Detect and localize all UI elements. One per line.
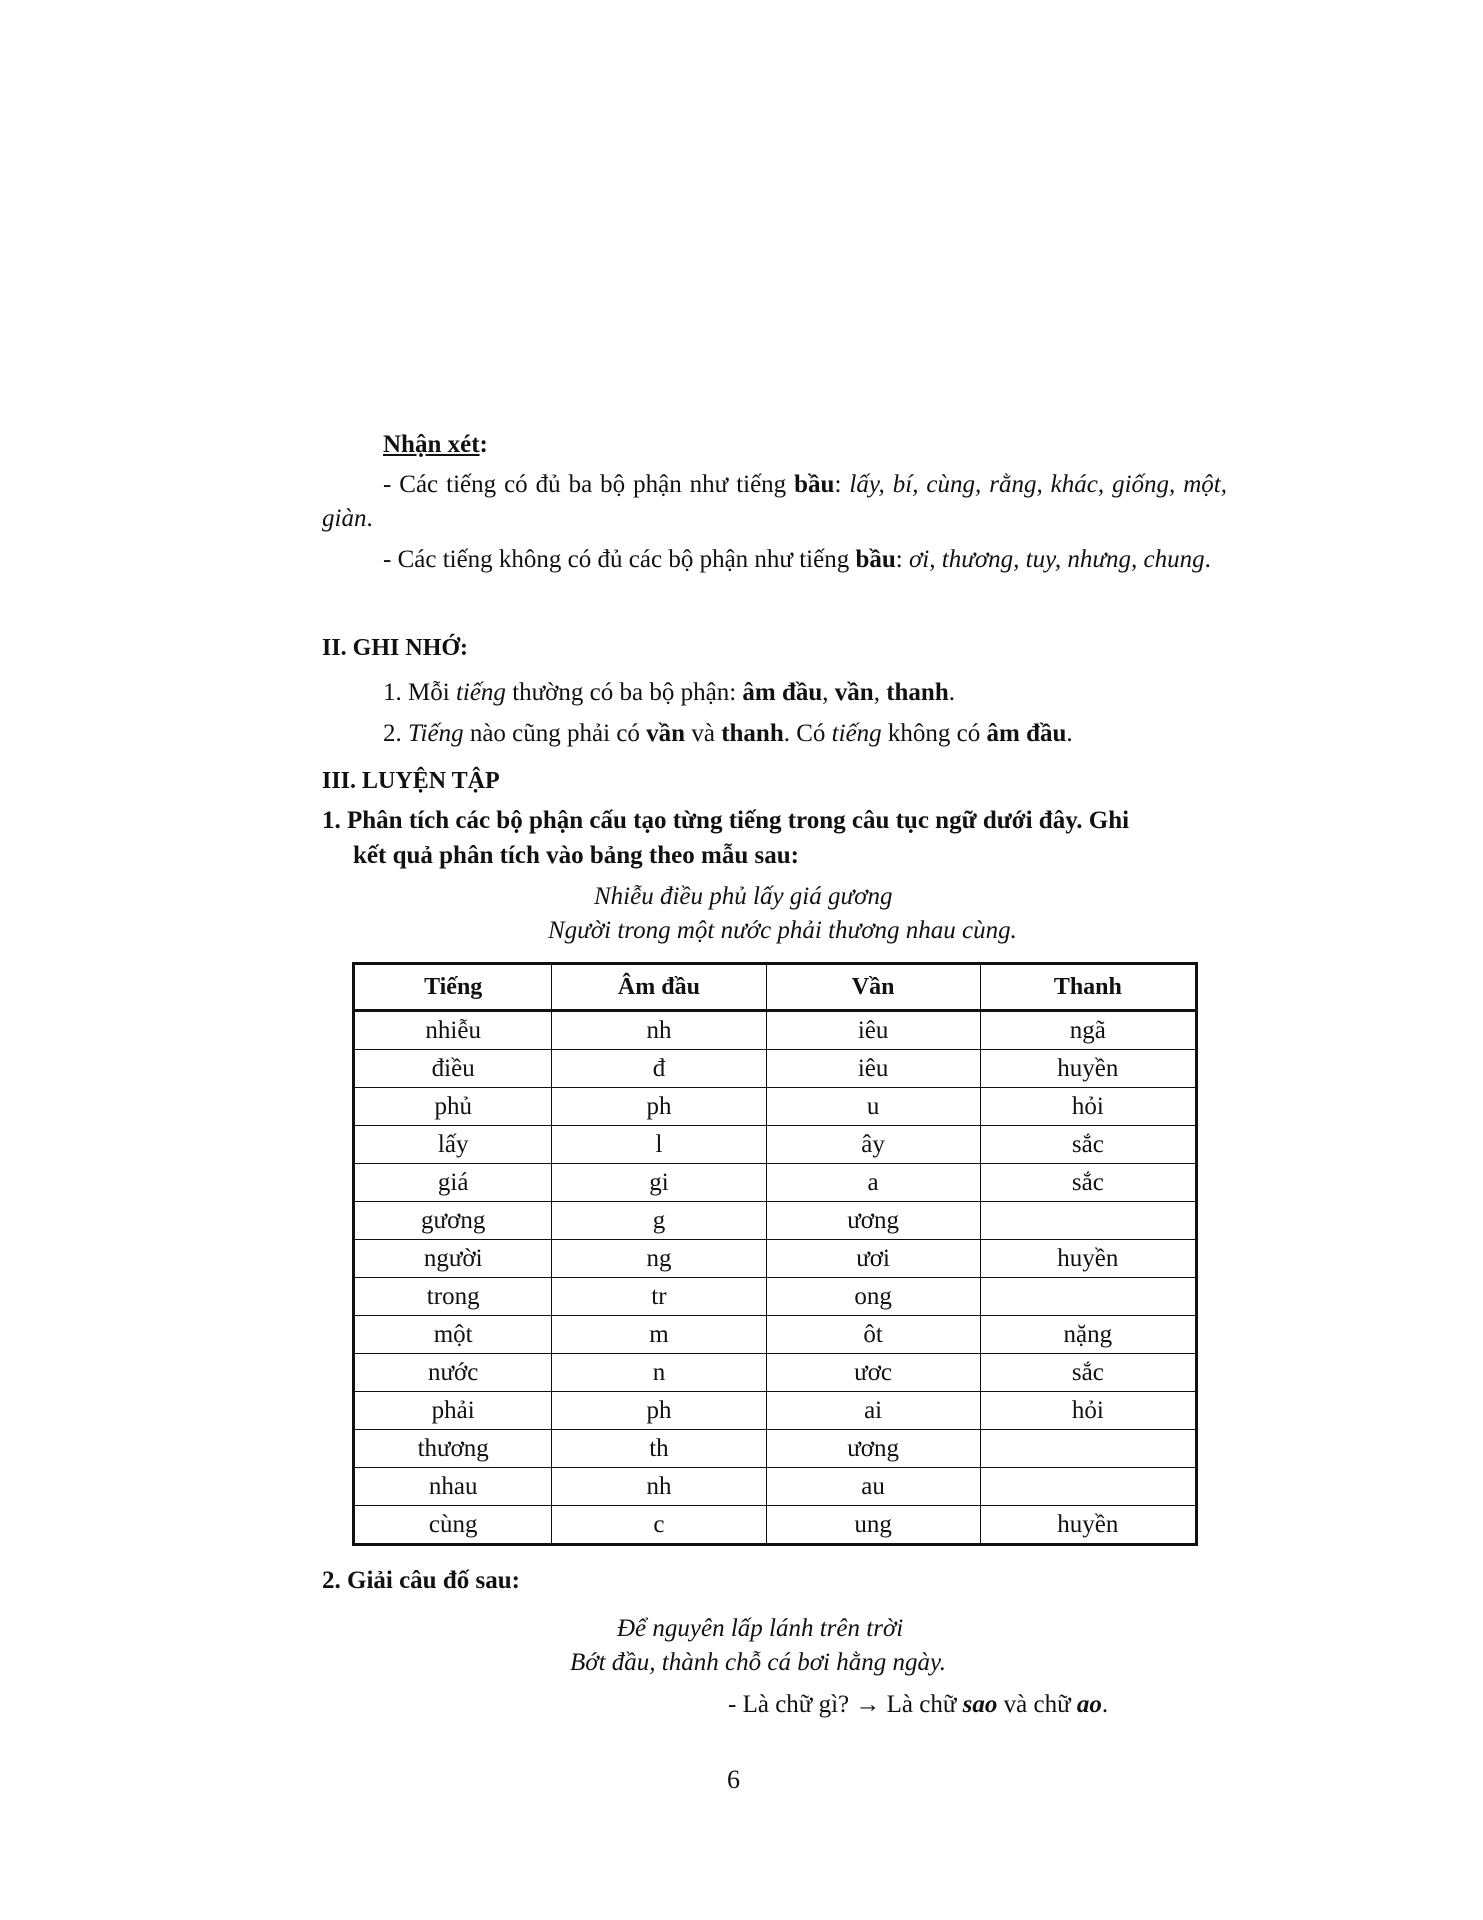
text: và chữ xyxy=(997,1691,1077,1718)
table-row xyxy=(354,1050,1197,1088)
cell-thanh: sắc xyxy=(980,1164,1196,1202)
bold-word: âm đầu xyxy=(986,720,1067,747)
cell-tieng: trong xyxy=(354,1278,552,1316)
cell-am-dau: c xyxy=(552,1506,766,1545)
table-row xyxy=(354,1506,1197,1545)
ghi-nho-item-1 xyxy=(383,676,955,710)
nhan-xet-line-1 xyxy=(322,468,1227,536)
cell-am-dau: tr xyxy=(552,1278,766,1316)
cell-van: ung xyxy=(766,1506,980,1545)
bold-word: âm đầu xyxy=(742,679,823,706)
italic-words: ơi, thương, tuy, nhưng, chung xyxy=(908,546,1205,573)
nhan-xet-heading xyxy=(383,428,488,462)
text: . xyxy=(1204,546,1211,573)
text: . xyxy=(366,505,373,532)
cell-am-dau: ph xyxy=(552,1392,766,1430)
page-number: 6 xyxy=(727,1765,740,1794)
answer-word-2: ao xyxy=(1076,1691,1102,1718)
cell-tieng: giá xyxy=(354,1164,552,1202)
text: . xyxy=(1066,720,1073,747)
cell-tieng: điều xyxy=(354,1050,552,1088)
text: - Là chữ gì? xyxy=(728,1691,856,1718)
cell-tieng: người xyxy=(354,1240,552,1278)
text: không có xyxy=(881,720,987,747)
cell-van: a xyxy=(766,1164,980,1202)
ghi-nho-item-2 xyxy=(383,717,1073,751)
text: 1. Mỗi xyxy=(383,679,456,706)
table-row xyxy=(354,1316,1197,1354)
cell-tieng: phải xyxy=(354,1392,552,1430)
text: và xyxy=(685,720,722,747)
cell-thanh: sắc xyxy=(980,1354,1196,1392)
cell-am-dau: n xyxy=(552,1354,766,1392)
cell-tieng: nhau xyxy=(354,1468,552,1506)
cell-van: ương xyxy=(766,1430,980,1468)
bold-word: bầu xyxy=(794,471,835,498)
header-van: Vần xyxy=(766,964,980,1011)
nhan-xet-label: Nhận xét xyxy=(383,431,480,458)
cell-am-dau: g xyxy=(552,1202,766,1240)
cell-am-dau: nh xyxy=(552,1011,766,1050)
header-am-dau: Âm đầu xyxy=(552,964,766,1011)
cell-van: ai xyxy=(766,1392,980,1430)
cell-am-dau: th xyxy=(552,1430,766,1468)
cell-am-dau: m xyxy=(552,1316,766,1354)
bold-word: bầu xyxy=(855,546,896,573)
table-row xyxy=(354,1278,1197,1316)
table-row xyxy=(354,1126,1197,1164)
text: . xyxy=(1101,1691,1109,1718)
cell-van: ươc xyxy=(766,1354,980,1392)
bold-word: vần xyxy=(834,679,874,706)
cell-thanh xyxy=(980,1430,1196,1468)
header-thanh: Thanh xyxy=(980,964,1196,1011)
cell-thanh: huyền xyxy=(980,1050,1196,1088)
riddle-line-2: Bớt đầu, thành chỗ cá bơi hằng ngày. xyxy=(570,1649,946,1676)
cell-thanh: hỏi xyxy=(980,1088,1196,1126)
table-row xyxy=(354,1430,1197,1468)
cell-thanh: hỏi xyxy=(980,1392,1196,1430)
text: Là chữ xyxy=(880,1691,963,1718)
cell-am-dau: ph xyxy=(552,1088,766,1126)
cell-am-dau: đ xyxy=(552,1050,766,1088)
cell-thanh xyxy=(980,1468,1196,1506)
table-header-row xyxy=(354,964,1197,1011)
cell-thanh xyxy=(980,1278,1196,1316)
exercise-1-title-line-2: kết quả phân tích vào bảng theo mẫu sau: xyxy=(353,842,799,869)
text: : xyxy=(895,546,909,573)
bold-word: thanh xyxy=(886,679,949,706)
cell-thanh: ngã xyxy=(980,1011,1196,1050)
cell-van: au xyxy=(766,1468,980,1506)
cell-tieng: nhiễu xyxy=(354,1011,552,1050)
cell-thanh: huyền xyxy=(980,1506,1196,1545)
cell-am-dau: nh xyxy=(552,1468,766,1506)
cell-tieng: lấy xyxy=(354,1126,552,1164)
header-tieng: Tiếng xyxy=(354,964,552,1011)
text: , xyxy=(822,679,835,706)
italic-word: tiếng xyxy=(455,679,506,706)
table-row xyxy=(354,1202,1197,1240)
cell-am-dau: l xyxy=(552,1126,766,1164)
italic-words: lấy, bí, cùng, rằng, khác, giống, một, giàn xyxy=(322,471,1227,532)
table-row xyxy=(354,1164,1197,1202)
cell-tieng: một xyxy=(354,1316,552,1354)
cell-van: u xyxy=(766,1088,980,1126)
table-row xyxy=(354,1468,1197,1506)
proverb-line-2: Người trong một nước phải thương nhau cùng. xyxy=(548,917,1017,944)
text: . xyxy=(948,679,955,706)
cell-tieng: phủ xyxy=(354,1088,552,1126)
text: , xyxy=(873,679,887,706)
nhan-xet-line-2 xyxy=(322,543,1227,577)
cell-thanh xyxy=(980,1202,1196,1240)
cell-tieng: nước xyxy=(354,1354,552,1392)
ghi-nho-heading: II. GHI NHỚ: xyxy=(322,635,469,661)
cell-tieng: cùng xyxy=(354,1506,552,1545)
arrow-icon: → xyxy=(855,1691,881,1718)
text: . Có xyxy=(783,720,832,747)
analysis-table xyxy=(352,962,1198,1546)
cell-van: ây xyxy=(766,1126,980,1164)
text: : xyxy=(834,471,850,498)
bold-word: vần xyxy=(646,720,686,747)
luyen-tap-heading: III. LUYỆN TẬP xyxy=(322,768,500,794)
text: 2. xyxy=(383,720,408,747)
cell-van: iêu xyxy=(766,1050,980,1088)
exercise-2-title: 2. Giải câu đố sau: xyxy=(322,1567,520,1594)
nhan-xet-colon: : xyxy=(479,431,488,458)
cell-van: ong xyxy=(766,1278,980,1316)
text: thường có ba bộ phận: xyxy=(505,679,743,706)
riddle-line-1: Để nguyên lấp lánh trên trời xyxy=(617,1615,904,1642)
table-row xyxy=(354,1011,1197,1050)
cell-thanh: sắc xyxy=(980,1126,1196,1164)
proverb-line-1: Nhiễu điều phủ lấy giá gương xyxy=(594,883,893,910)
text: - Các tiếng không có đủ các bộ phận như tiếng xyxy=(383,546,856,573)
cell-tieng: thương xyxy=(354,1430,552,1468)
cell-am-dau: ng xyxy=(552,1240,766,1278)
table-row xyxy=(354,1392,1197,1430)
cell-tieng: gương xyxy=(354,1202,552,1240)
text: - Các tiếng có đủ ba bộ phận như tiếng xyxy=(383,471,795,498)
answer-word-1: sao xyxy=(962,1691,998,1718)
exercise-1-title-line-1: 1. Phân tích các bộ phận cấu tạo từng tiếng trong câu tục ngữ dưới đây. Ghi xyxy=(322,807,1130,834)
table-row xyxy=(354,1354,1197,1392)
text: nào cũng phải có xyxy=(463,720,647,747)
table-row xyxy=(354,1240,1197,1278)
cell-am-dau: gi xyxy=(552,1164,766,1202)
bold-word: thanh xyxy=(721,720,784,747)
cell-van: ương xyxy=(766,1202,980,1240)
cell-thanh: nặng xyxy=(980,1316,1196,1354)
italic-word: Tiếng xyxy=(408,720,464,747)
cell-van: iêu xyxy=(766,1011,980,1050)
cell-van: ôt xyxy=(766,1316,980,1354)
cell-van: ươi xyxy=(766,1240,980,1278)
table-row xyxy=(354,1088,1197,1126)
italic-word: tiếng xyxy=(831,720,882,747)
cell-thanh: huyền xyxy=(980,1240,1196,1278)
riddle-answer xyxy=(728,1688,1108,1722)
